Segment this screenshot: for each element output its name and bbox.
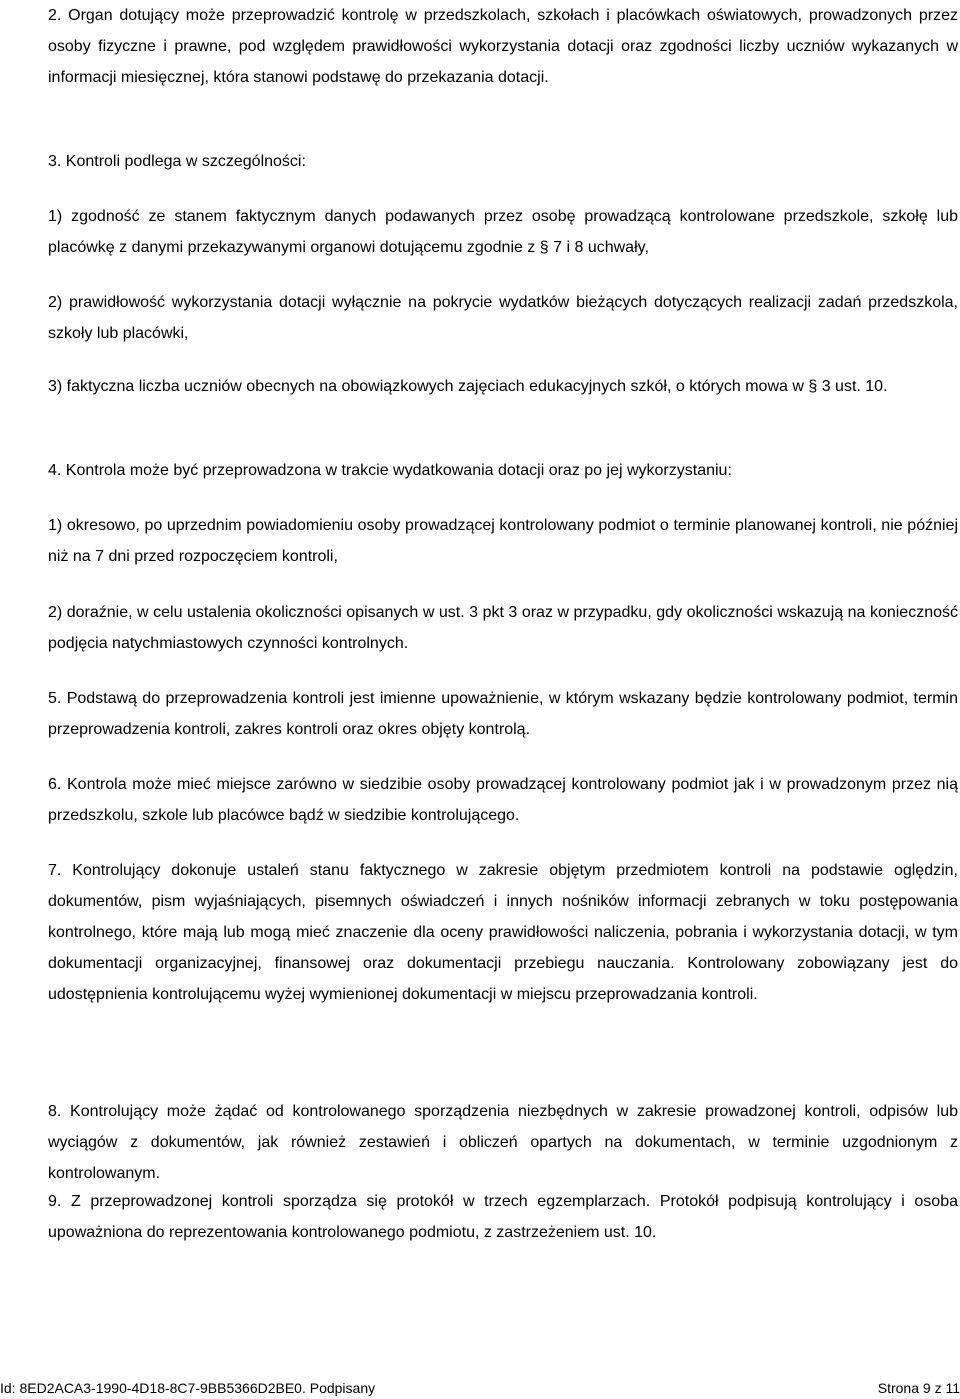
page-number: Strona 9 z 11 [877,1380,960,1396]
paragraph-3-item-3: 3) faktyczna liczba uczniów obecnych na obowiązkowych zajęciach edukacyjnych szkół, o których mowa w § 3 ust. 10. [48,378,888,395]
document-id: Id: 8ED2ACA3-1990-4D18-8C7-9BB5366D2BE0. Podpisany [0,1380,376,1396]
paragraph-5: 5. Podstawą do przeprowadzenia kontroli jest imienne upoważnienie, w którym wskazany będzie kontrolowany podmiot, termin przeprowadzenia kontroli, zakres kontroli oraz okres objęty kontrolą. [48,690,958,738]
paragraph-3-item-2: 2) prawidłowość wykorzystania dotacji wyłącznie na pokrycie wydatków bieżących dotyczących realizacji zadań przedszkola, szkoły lub placówki, [48,294,958,342]
paragraph-3-item-1: 1) zgodność ze stanem faktycznym danych podawanych przez osobę prowadzącą kontrolowane przedszkole, szkołę lub placówkę z danymi przekazywanymi organowi dotującemu zgodnie z § 7 i 8 uchwały, [48,208,958,256]
paragraph-8: 8. Kontrolujący może żądać od kontrolowanego sporządzenia niezbędnych w zakresie prowadzonej kontroli, odpisów lub wyciągów z dokumentów, jak również zestawień i obliczeń opartych na dokumentach, w terminie uzgodnionym z kontrolowanym. [48,1103,958,1182]
paragraph-2: 2. Organ dotujący może przeprowadzić kontrolę w przedszkolach, szkołach i placówkach oświatowych, prowadzonych przez osoby fizyczne i prawne, pod względem prawidłowości wykorzystania dotacji oraz zgodności liczby uczniów wykazanych w informacji miesięcznej, która stanowi podstawę do przekazania dotacji. [48,7,958,86]
paragraph-4-item-1: 1) okresowo, po uprzednim powiadomieniu osoby prowadzącej kontrolowany podmiot o terminie planowanej kontroli, nie później niż na 7 dni przed rozpoczęciem kontroli, [48,517,958,565]
paragraph-3: 3. Kontroli podlega w szczególności: [48,153,306,170]
paragraph-6: 6. Kontrola może mieć miejsce zarówno w siedzibie osoby prowadzącej kontrolowany podmiot jak i w prowadzonym przez nią przedszkolu, szkole lub placówce bądź w siedzibie kontrolującego. [48,776,958,824]
paragraph-7: 7. Kontrolujący dokonuje ustaleń stanu faktycznego w zakresie objętym przedmiotem kontroli na podstawie oględzin, dokumentów, pism wyjaśniających, pisemnych oświadczeń i innych nośników informacji zebranych w toku postępowania kontrolnego, które mają lub mogą mieć znaczenie dla oceny prawidłowości naliczenia, pobrania i wykorzystania dotacji, w tym dokumentacji organizacyjnej, finansowej oraz dokumentacji przebiegu nauczania. Kontrolowany zobowiązany jest do udostępnienia kontrolującemu wyżej wymienionej dokumentacji w miejscu przeprowadzania kontroli. [48,862,958,1003]
paragraph-4-item-2: 2) doraźnie, w celu ustalenia okoliczności opisanych w ust. 3 pkt 3 oraz w przypadku, gdy okoliczności wskazują na konieczność podjęcia natychmiastowych czynności kontrolnych. [48,604,958,652]
page-footer [0,1378,960,1399]
paragraph-9: 9. Z przeprowadzonej kontroli sporządza się protokół w trzech egzemplarzach. Protokół podpisują kontrolujący i osoba upoważniona do reprezentowania kontrolowanego podmiotu, z zastrzeżeniem ust. 10. [48,1193,958,1241]
paragraph-4: 4. Kontrola może być przeprowadzona w trakcie wydatkowania dotacji oraz po jej wykorzystaniu: [48,462,732,479]
